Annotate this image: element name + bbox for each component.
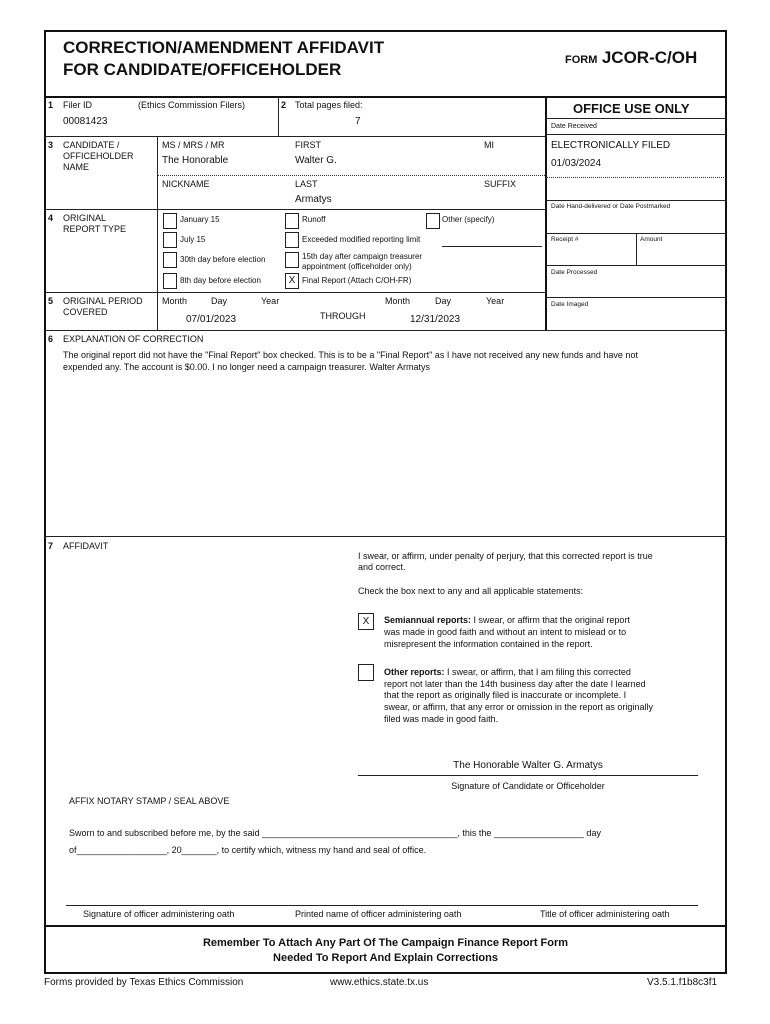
prefix-value: The Honorable (162, 155, 229, 166)
semiannual-line-1 (384, 615, 630, 627)
date-hand-label: Date Hand-delivered or Date Postmarked (551, 203, 671, 210)
prefix-label: MS / MRS / MR (162, 140, 225, 150)
checkbox-july-15[interactable] (163, 232, 177, 248)
option-exceeded-limit: Exceeded modified reporting limit (302, 235, 421, 244)
other-line-4: swear, or affirm, that any error or omission in the report as originally (384, 702, 653, 712)
section-5-number: 5 (48, 296, 54, 306)
checkbox-runoff[interactable] (285, 213, 299, 229)
section-6-number: 6 (48, 334, 54, 344)
notary-stamp-label: AFFIX NOTARY STAMP / SEAL ABOVE (69, 796, 230, 806)
filer-id-sub-label: (Ethics Commission Filers) (138, 100, 246, 110)
footer-provider: Forms provided by Texas Ethics Commission (44, 977, 244, 988)
suffix-label: SUFFIX (484, 179, 517, 189)
checkbox-15th-day[interactable] (285, 252, 299, 268)
explanation-label: EXPLANATION OF CORRECTION (63, 334, 204, 344)
other-line-2: report not later than the 14th business day after the date I learned (384, 679, 646, 689)
section-1-number: 1 (48, 100, 54, 110)
option-30th-day: 30th day before election (180, 255, 266, 264)
candidate-signature-line[interactable] (358, 775, 698, 776)
period-label-2: COVERED (63, 307, 108, 317)
checkbox-8th-day[interactable] (163, 273, 177, 289)
semiannual-text-1: I swear, or affirm that the original report (471, 615, 630, 625)
first-name-label: FIRST (295, 140, 321, 150)
to-day-label: Day (435, 296, 452, 306)
amount-label: Amount (640, 236, 663, 243)
checkbox-january-15[interactable] (163, 213, 177, 229)
candidate-label-1: CANDIDATE / (63, 140, 120, 150)
checkbox-other-reports[interactable] (358, 664, 374, 681)
officer-title-label: Title of officer administering oath (540, 909, 670, 919)
receipt-label: Receipt # (551, 236, 579, 243)
checkbox-final-report[interactable]: X (285, 273, 299, 289)
section-3-number: 3 (48, 140, 54, 150)
first-name-value: Walter G. (295, 155, 337, 166)
option-8th-day: 8th day before election (180, 276, 261, 285)
option-15th-day-line2: appointment (officeholder only) (302, 262, 412, 271)
mi-label: MI (484, 140, 494, 150)
to-year-label: Year (486, 296, 505, 306)
candidate-label-2: OFFICEHOLDER (63, 151, 134, 161)
officer-signature-label: Signature of officer administering oath (83, 909, 235, 919)
other-line-3: that the report as originally filed is inaccurate or incomplete. I (384, 690, 627, 700)
from-year-label: Year (261, 296, 280, 306)
filer-id-label: Filer ID (63, 100, 92, 110)
from-date-value: 07/01/2023 (186, 314, 237, 325)
period-label-1: ORIGINAL PERIOD (63, 296, 143, 306)
other-specify-line[interactable] (442, 246, 542, 247)
last-name-value: Armatys (295, 194, 332, 205)
option-other: Other (specify) (442, 215, 495, 224)
option-july-15: July 15 (180, 235, 206, 244)
other-text-1: I swear, or affirm, that I am filing this corrected (444, 667, 631, 677)
form-word: FORM (565, 54, 598, 66)
report-type-label-2: REPORT TYPE (63, 224, 127, 234)
section-7-number: 7 (48, 541, 54, 551)
semiannual-line-3: misrepresent the information contained in the report. (384, 639, 593, 649)
signer-name: The Honorable Walter G. Armatys (453, 760, 603, 771)
filer-id-value: 00081423 (63, 116, 108, 127)
swear-line-2: and correct. (358, 562, 406, 572)
checkbox-semiannual[interactable]: X (358, 613, 374, 630)
checkbox-exceeded-limit[interactable] (285, 232, 299, 248)
to-month-label: Month (385, 296, 411, 306)
swear-line-1: I swear, or affirm, under penalty of perjury, that this corrected report is true (358, 551, 653, 561)
footer-url[interactable]: www.ethics.state.tx.us (330, 977, 429, 988)
section-4-number: 4 (48, 213, 54, 223)
total-pages-label: Total pages filed: (295, 100, 363, 110)
filed-date: 01/03/2024 (551, 158, 602, 169)
checkbox-other[interactable] (426, 213, 440, 229)
sworn-line-1: Sworn to and subscribed before me, by the said _______________________________________, this the __________________ day (69, 828, 601, 838)
from-day-label: Day (211, 296, 228, 306)
from-month-label: Month (162, 296, 188, 306)
officer-printed-name-label: Printed name of officer administering oath (295, 909, 462, 919)
form-title-line1: CORRECTION/AMENDMENT AFFIDAVIT (63, 38, 385, 57)
option-15th-day-line1: 15th day after campaign treasurer (302, 252, 423, 261)
date-processed-label: Date Processed (551, 269, 598, 276)
other-title: Other reports: (384, 667, 445, 677)
sworn-line-2: of__________________, 20_______, to certify which, witness my hand and seal of office. (69, 845, 427, 855)
section-2-number: 2 (281, 100, 287, 110)
filed-status: ELECTRONICALLY FILED (551, 140, 671, 151)
semiannual-line-2: was made in good faith and without an intent to mislead or to (384, 627, 627, 637)
affidavit-label: AFFIDAVIT (63, 541, 109, 551)
date-imaged-label: Date Imaged (551, 301, 589, 308)
nickname-label: NICKNAME (162, 179, 210, 189)
footer-version: V3.5.1.f1b8c3f1 (647, 977, 718, 988)
reminder-line-1: Remember To Attach Any Part Of The Campaign Finance Report Form (202, 937, 569, 949)
reminder-line-2: Needed To Report And Explain Corrections (273, 952, 498, 964)
through-label: THROUGH (320, 311, 366, 321)
officer-signature-line[interactable] (66, 905, 698, 906)
form-title-line2: FOR CANDIDATE/OFFICEHOLDER (63, 60, 342, 79)
last-name-label: LAST (295, 179, 318, 189)
total-pages-value: 7 (355, 116, 361, 127)
explanation-text-1: The original report did not have the "Final Report" box checked. This is to be a "Final Report" as I have not received any new funds and have not (63, 350, 638, 360)
option-january-15: January 15 (180, 215, 220, 224)
office-use-title: OFFICE USE ONLY (573, 101, 690, 116)
option-runoff: Runoff (302, 215, 326, 224)
report-type-label-1: ORIGINAL (63, 213, 107, 223)
candidate-signature-label: Signature of Candidate or Officeholder (451, 781, 605, 791)
option-final-report: Final Report (Attach C/OH-FR) (302, 276, 412, 285)
checkbox-30th-day[interactable] (163, 252, 177, 268)
candidate-label-3: NAME (63, 162, 90, 172)
explanation-text-2: expended any. The account is $0.00. I no longer need a campaign treasurer. Walter Armatys (63, 362, 431, 372)
date-received-label: Date Received (551, 123, 597, 130)
other-line-1 (384, 667, 631, 679)
form-code (565, 48, 697, 68)
form-code-value: JCOR-C/OH (601, 48, 698, 67)
to-date-value: 12/31/2023 (410, 314, 461, 325)
other-line-5: filed was made in good faith. (384, 714, 499, 724)
check-instructions: Check the box next to any and all applicable statements: (358, 586, 584, 596)
semiannual-title: Semiannual reports: (384, 615, 472, 625)
